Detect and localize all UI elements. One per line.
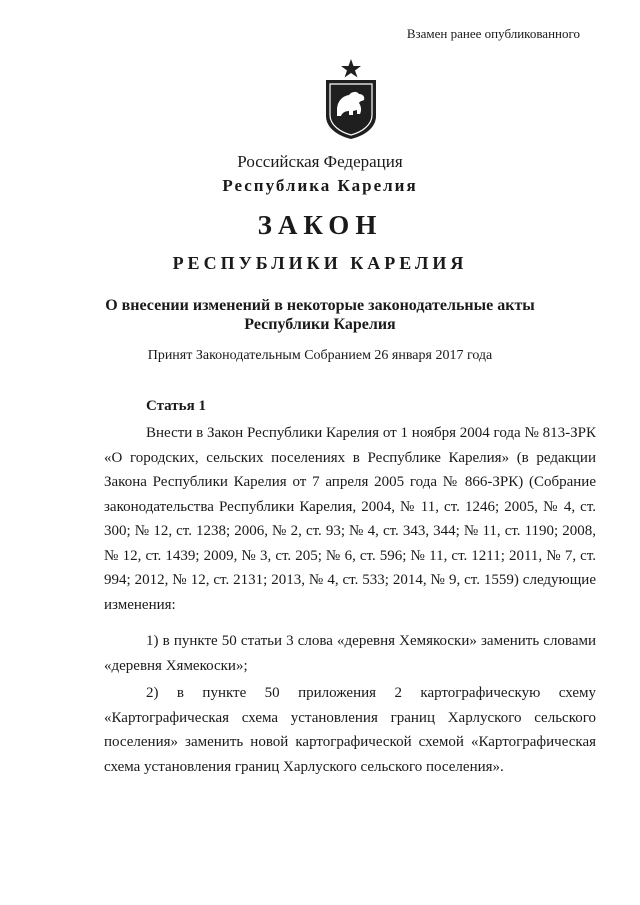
law-subtitle: РЕСПУБЛИКИ КАРЕЛИЯ (172, 253, 468, 273)
article-intro-paragraph: Внести в Закон Республики Карелия от 1 ноября 2004 года № 813-ЗРК «О городских, сельских поселениях в Республике Карелия» (в редакции Закона Республики Карелия от 7 апреля 2005 года № 866-ЗРК) (Собрание законодательства Республики Карелия, 2004, № 11, ст. 1246; 2005, № 4, ст. 300; № 12, ст. 1238; 2006, № 2, ст. 93; № 4, ст. 343, 344; № 11, ст. 1190; 2008, № 12, ст. 1439; 2009, № 3, ст. 205; № 6, ст. 596; № 11, ст. 1211; 2011, № 7, ст. 994; 2012, № 12, ст. 2131; 2013, № 4, ст. 533; 2014, № 9, ст. 1559) следующие изменения: (104, 425, 596, 613)
adoption-date: Принят Законодательным Собранием 26 января 2017 года (147, 348, 493, 363)
law-title: ЗАКОН (257, 210, 383, 240)
karelia-coat-of-arms-icon (322, 58, 380, 140)
article-heading: Статья 1 (146, 398, 206, 414)
law-name-line-2: Республики Карелия (244, 316, 396, 333)
article-item-2-block (104, 681, 596, 779)
article-item-1: 1) в пункте 50 статьи 3 слова «деревня Хемякоски» заменить словами «деревня Хямекоски»; (104, 633, 596, 674)
law-name (0, 296, 640, 334)
law-name-line-1: О внесении изменений в некоторые законодательные акты (105, 297, 535, 314)
article-item-1-block (104, 629, 596, 678)
article-intro-block (104, 421, 596, 617)
article-item-2: 2) в пункте 50 приложения 2 картографическую схему «Картографическая схема установления границ Харлуского сельского поселения» заменить новой картографической схемой «Картографическая схема установления границ Харлуского сельского поселения». (104, 685, 596, 775)
replaces-note: Взамен ранее опубликованного (406, 26, 580, 41)
republic-name: Республика Карелия (222, 176, 418, 195)
emblem-star (341, 59, 361, 78)
country-name: Российская Федерация (237, 152, 403, 171)
